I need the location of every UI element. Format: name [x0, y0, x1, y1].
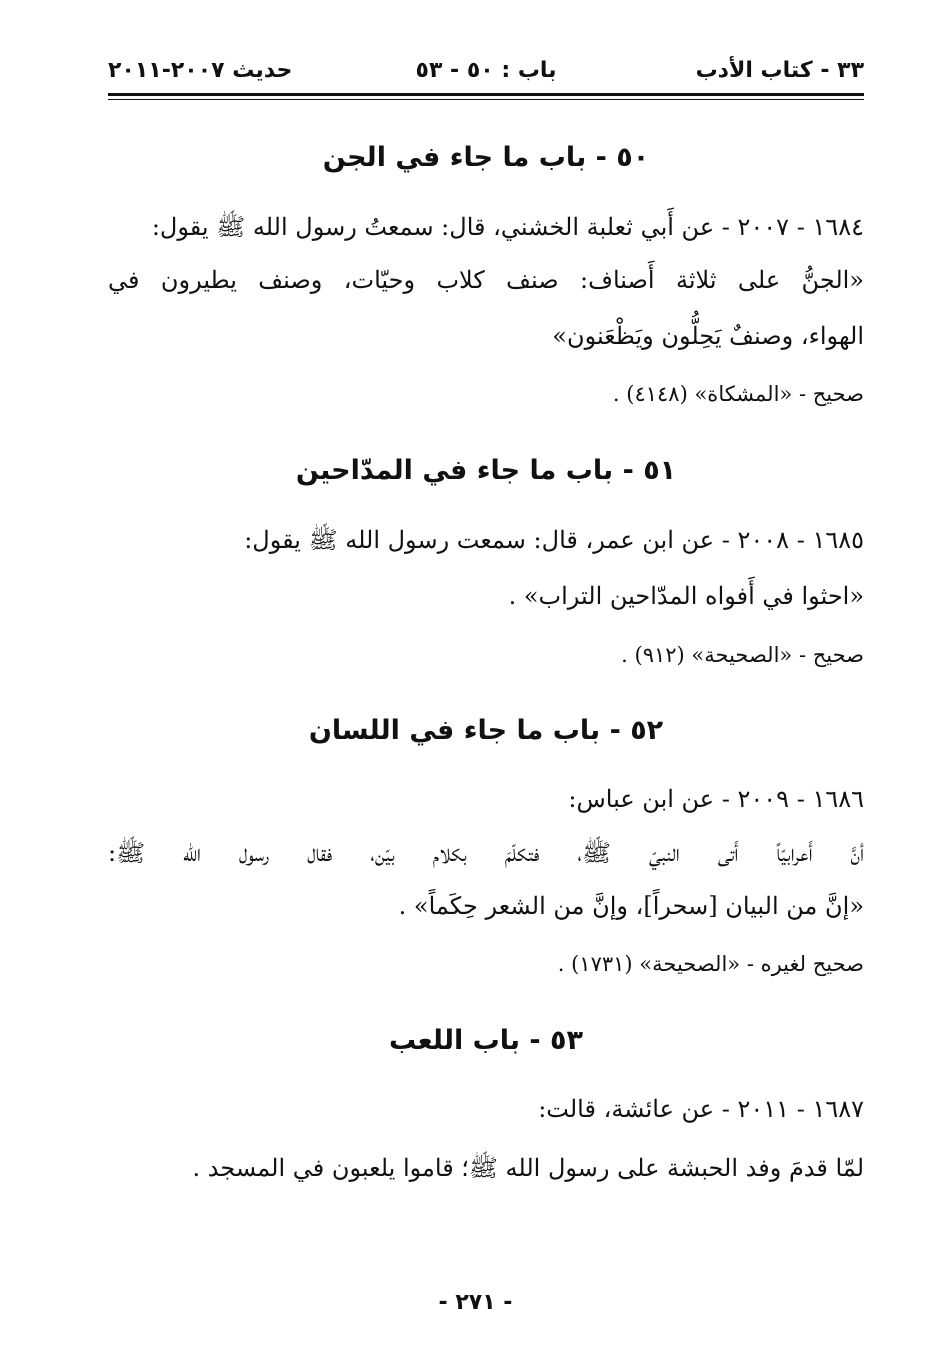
page-number: - ٢٧١ - — [438, 1290, 513, 1315]
hadith-1684-grade: صحيح - «المشكاة» (٤١٤٨) . — [612, 382, 864, 406]
hadith-1684-text-line-2: الهواء، وصنفٌ يَحِلُّون ويَظْعَنون» — [552, 322, 864, 350]
header-rule-thin — [108, 99, 864, 100]
chapter-title-53: ٥٣ - باب اللعب — [388, 1025, 584, 1056]
hadith-1685-text: «احثوا في أَفواه المدّاحين التراب» . — [508, 582, 864, 610]
hadith-1686-text-line-2: «إنَّ من البيان [سحراً]، وإنَّ من الشعر حِكَماً» . — [398, 892, 864, 920]
running-header — [108, 52, 864, 92]
hadith-1684-intro: ١٦٨٤ - ٢٠٠٧ - عن أَبي ثعلبة الخشني، قال: سمعتُ رسول الله ﷺ يقول: — [151, 213, 864, 241]
header-hadith-range: حديث ٢٠٠٧-٢٠١١ — [108, 58, 293, 83]
chapter-title-50: ٥٠ - باب ما جاء في الجن — [322, 142, 650, 173]
header-rule-thick — [108, 93, 864, 96]
hadith-1686-grade: صحيح لغيره - «الصحيحة» (١٧٣١) . — [557, 952, 864, 976]
header-book-title: ٣٣ - كتاب الأدب — [695, 58, 864, 83]
chapter-title-51: ٥١ - باب ما جاء في المدّاحين — [295, 455, 677, 486]
hadith-1685-grade: صحيح - «الصحيحة» (٩١٢) . — [621, 643, 864, 667]
hadith-1687-text: لمّا قدمَ وفد الحبشة على رسول الله ﷺ؛ قاموا يلعبون في المسجد . — [192, 1154, 864, 1182]
hadith-1685-intro: ١٦٨٥ - ٢٠٠٨ - عن ابن عمر، قال: سمعت رسول الله ﷺ يقول: — [244, 526, 864, 554]
hadith-1687-intro: ١٦٨٧ - ٢٠١١ - عن عائشة، قالت: — [538, 1095, 864, 1123]
hadith-1684-text-line-1: «الجنُّ على ثلاثة أَصناف: صنف كلاب وحيّات، وصنف يطيرون في — [108, 266, 864, 294]
hadith-1686-intro: ١٦٨٦ - ٢٠٠٩ - عن ابن عباس: — [568, 785, 864, 813]
header-chapter-range: باب : ٥٠ - ٥٣ — [415, 58, 557, 83]
chapter-title-52: ٥٢ - باب ما جاء في اللسان — [308, 715, 664, 746]
hadith-1686-text-line-1: أنَّ أَعرابيّاً أَتى النبيّ ﷺ، فتكلّمَ بكلام بيّن، فقال رسول الله ﷺ: — [108, 839, 865, 867]
